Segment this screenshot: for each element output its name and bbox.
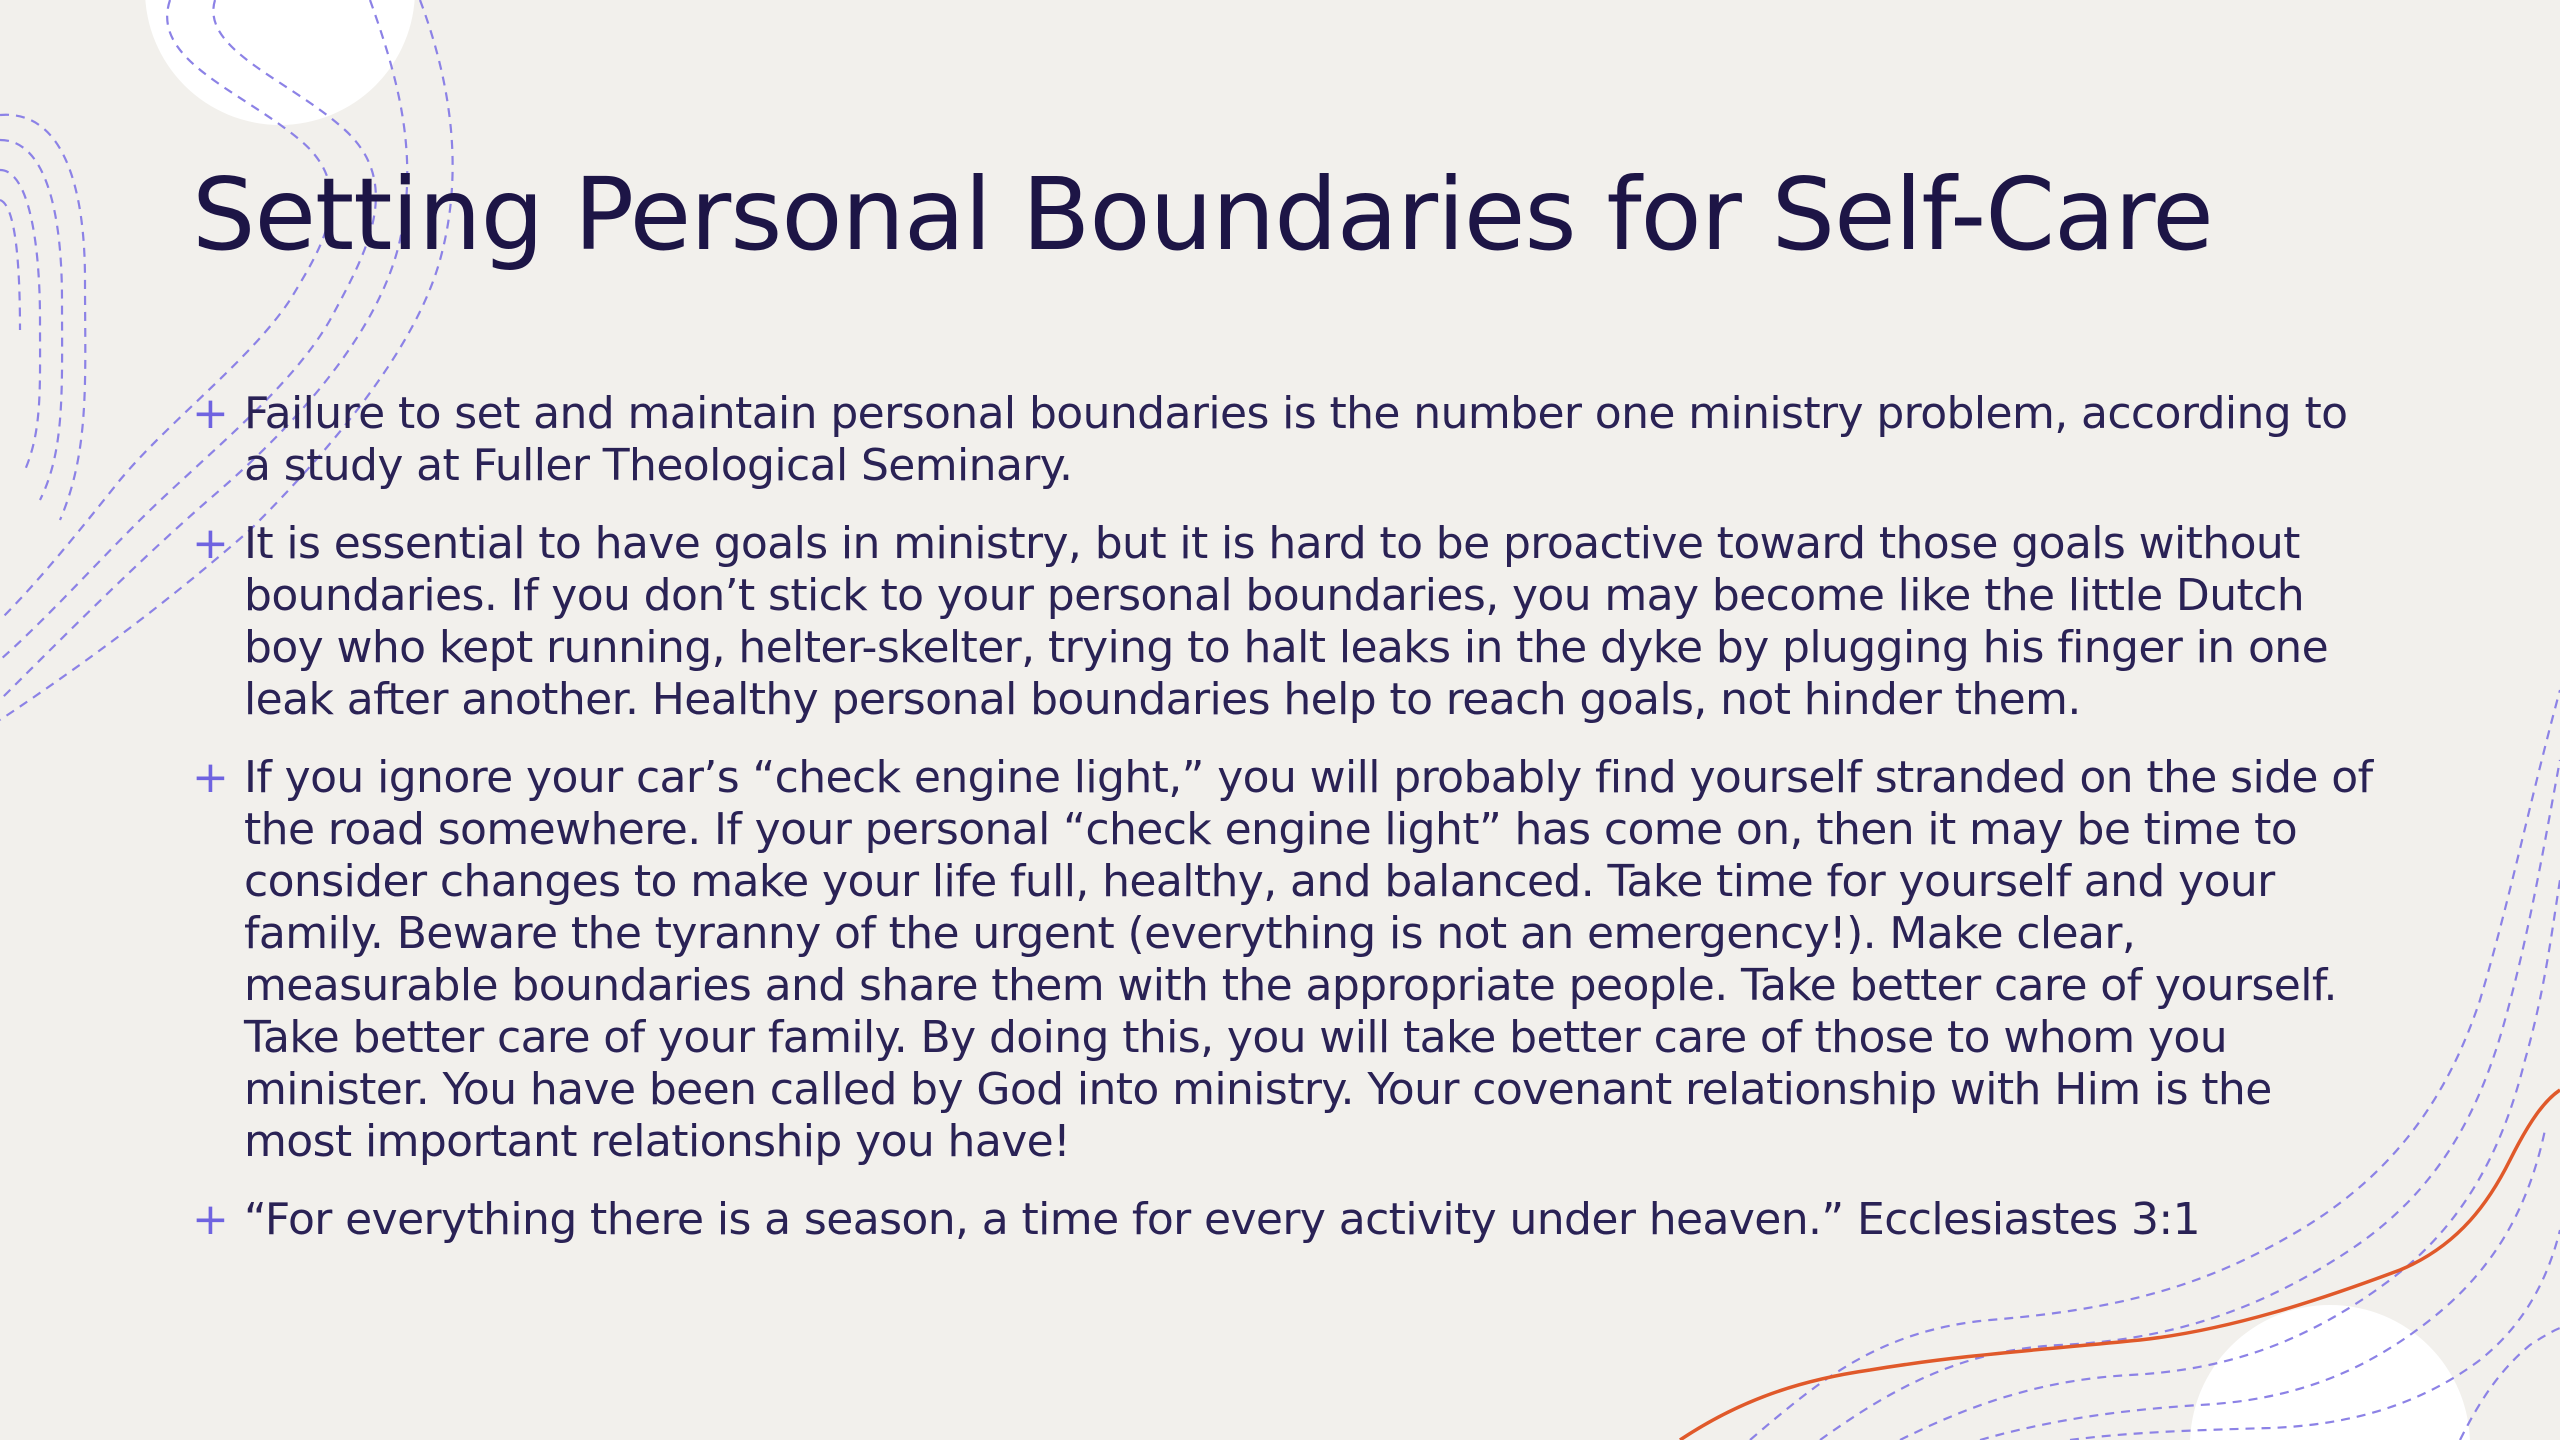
bullet-text: If you ignore your car’s “check engine light,” you will probably find yourself stranded on the side of the road somewhere. If your personal “check engine light” has come on, then it may be time to consider changes to make your life full, healthy, and balanced. Take time for yourself and your family. Beware the tyranny of the urgent (everything is not an emergency!). Make clear, measurable boundaries and share them with the appropriate people. Take better care of yourself. Take better care of your family. By doing this, you will take better care of those to whom you minister. You have been called by God into ministry. Your covenant relationship with Him is the most important relationship you have! [244, 752, 2373, 1167]
bullet-text: It is essential to have goals in ministry, but it is hard to be proactive toward those goals without boundaries. If you don’t stick to your personal boundaries, you may become like the little Dutch boy who kept running, helter-skelter, trying to halt leaks in the dyke by plugging his finger in one leak after another. Healthy personal boundaries help to reach goals, not hinder them. [244, 518, 2329, 725]
bullet-item [192, 518, 2378, 726]
bullet-item [192, 752, 2378, 1168]
bullet-text: “For everything there is a season, a time for every activity under heaven.” Ecclesiastes 3:1 [244, 1194, 2200, 1245]
bottom-right-circle [2190, 1305, 2470, 1440]
plus-icon: + [192, 518, 229, 569]
bullet-text: Failure to set and maintain personal boundaries is the number one ministry problem, according to a study at Fuller Theological Seminary. [244, 388, 2348, 491]
bullet-item [192, 1194, 2378, 1246]
bullet-item [192, 388, 2378, 492]
slide-title: Setting Personal Boundaries for Self-Care [192, 156, 2213, 273]
plus-icon: + [192, 752, 229, 803]
bullet-list [192, 388, 2378, 1272]
top-left-circle [145, 0, 415, 125]
plus-icon: + [192, 388, 229, 439]
plus-icon: + [192, 1194, 229, 1245]
